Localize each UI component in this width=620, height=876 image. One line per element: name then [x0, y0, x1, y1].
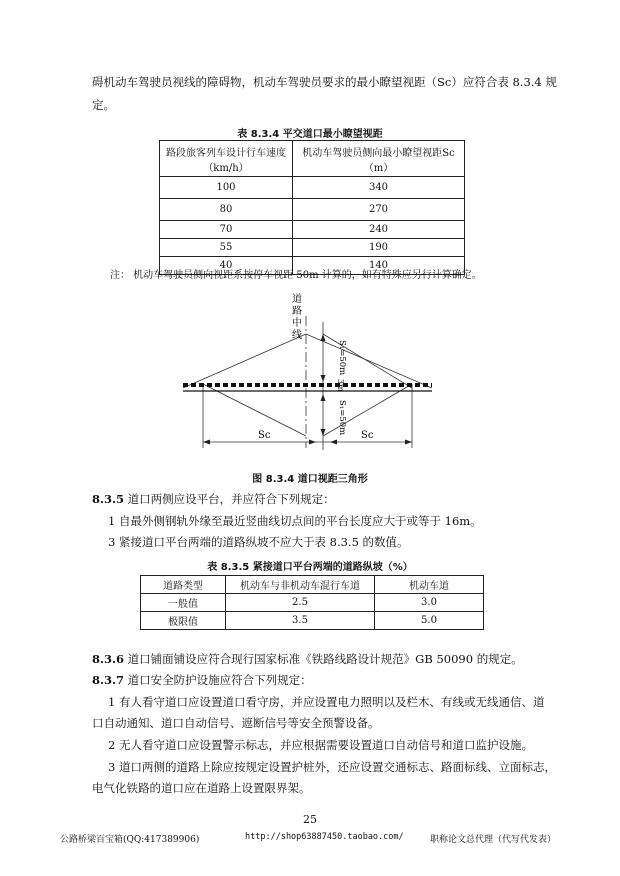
table-row	[141, 576, 484, 594]
s837-item-1-line-2: 口自动通知、道口自动信号、遮断信号等安全预警设备。	[92, 716, 380, 730]
table1-header-speed-line1: 路段旅客列车设计行车速度	[166, 147, 286, 159]
table2-cell: 2.5	[226, 594, 375, 612]
table-row	[160, 239, 465, 257]
arrow-down-icon	[321, 375, 326, 382]
table1-cell: 270	[293, 199, 465, 221]
figure-caption: 图 8.3.4 道口视距三角形	[252, 474, 368, 485]
arrow-left-icon	[330, 440, 337, 445]
centerline-char: 线	[292, 330, 302, 341]
table1-header-speed-line2: （km/h）	[203, 162, 249, 174]
table1-cell: 340	[293, 177, 465, 199]
footer-left: 公路桥梁百宝箱(QQ:417389906)	[60, 835, 200, 845]
arrow-right-icon	[309, 440, 316, 445]
table1-header-sc-line1: 机动车驾驶员侧向最小瞭望视距Sc	[302, 147, 455, 159]
table-row	[160, 177, 465, 199]
section-text: 道口两侧应设平台，并应符合下列规定：	[127, 492, 335, 506]
table2-header: 道路类型	[141, 576, 226, 594]
section-8-3-5	[92, 491, 335, 507]
sight-triangle-diagram	[0, 288, 620, 468]
table2-header: 机动车道	[375, 576, 484, 594]
sc-left-label: Sc	[258, 430, 271, 441]
table1-header-sc	[293, 141, 465, 177]
sight-line-upper-left	[183, 334, 306, 388]
centerline-char: 中	[292, 318, 302, 329]
table1-cell: 80	[160, 199, 293, 221]
sight-line-lower-right	[323, 384, 412, 436]
s835-item-1: 1 自最外侧钢轨外缘至最近竖曲线切点间的平台长度应大于或等于 16m。	[108, 514, 482, 528]
table1-note: 注： 机动车驾驶员侧向视距系按停车视距 50m 计算的，如有特殊应另行计算确定。	[110, 270, 482, 281]
arrow-left-icon	[203, 440, 210, 445]
table2-cell: 3.0	[375, 594, 484, 612]
arrow-up-icon	[321, 394, 326, 401]
table2-caption: 表 8.3.5 紧接道口平台两端的道路纵坡（%）	[207, 562, 413, 573]
table-row	[160, 221, 465, 239]
s837-item-2: 2 无人看守道口应设置警示标志，并应根据需要设置道口自动信号和道口监护设施。	[108, 738, 533, 752]
section-8-3-6	[92, 651, 523, 667]
footer-link[interactable]: http://shop63887450.taobao.com/	[245, 832, 404, 842]
centerline-char: 路	[292, 306, 302, 317]
sight-line-upper-right	[306, 334, 432, 388]
centerline-label	[292, 292, 305, 341]
intro-line-2: 定。	[92, 98, 115, 112]
table1-cell: 100	[160, 177, 293, 199]
table-row	[160, 199, 465, 221]
table-row	[141, 594, 484, 612]
section-number: 8.3.6	[92, 652, 125, 666]
table2-cell: 3.5	[226, 612, 375, 630]
s837-item-3-line-1: 3 道口两侧的道路上除应按规定设置护桩外，还应设置交通标志、路面标线、立面标志，	[108, 760, 556, 774]
table1-cell: 240	[293, 221, 465, 239]
table1-cell: 140	[293, 257, 465, 275]
table1-caption: 表 8.3.4 平交道口最小瞭望视距	[237, 129, 383, 140]
table1	[159, 140, 465, 275]
table1-cell: 70	[160, 221, 293, 239]
sight-line-lower-left	[203, 384, 306, 436]
section-text: 道口安全防护设施应符合下列规定：	[127, 673, 312, 687]
table2	[140, 575, 484, 630]
page-number: 25	[303, 813, 317, 826]
s1-upper-label: S₁=50m	[337, 340, 347, 376]
s1-lower-label: S₁=50m	[337, 400, 347, 436]
table1-cell: 40	[160, 257, 293, 275]
s837-item-3-line-2: 电气化铁路的道口应在道路上设置限界架。	[92, 781, 311, 795]
centerline-char: 道	[292, 294, 302, 305]
table-row	[141, 612, 484, 630]
section-number: 8.3.7	[92, 673, 125, 687]
section-text: 道口铺面铺设应符合现行国家标准《铁路线路设计规范》GB 50090 的规定。	[127, 652, 523, 666]
footer-right: 职称论文总代理（代写代发表）	[430, 835, 557, 845]
table2-cell: 一般值	[141, 594, 226, 612]
section-number: 8.3.5	[92, 492, 125, 506]
table1-cell: 55	[160, 239, 293, 257]
table1-header-sc-line2: （m）	[363, 162, 394, 174]
sc-right-label: Sc	[361, 430, 374, 441]
table2-cell: 极限值	[141, 612, 226, 630]
table1-cell: 190	[293, 239, 465, 257]
s835-item-3: 3 紧接道口平台两端的道路纵坡不应大于表 8.3.5 的数值。	[108, 535, 409, 549]
intro-line-1: 碍机动车驾驶员视线的障碍物，机动车驾驶员要求的最小瞭望视距（Sc）应符合表 8.3.4 规	[92, 75, 557, 89]
arrow-right-icon	[405, 440, 412, 445]
table2-cell: 5.0	[375, 612, 484, 630]
table1-header-speed	[160, 141, 293, 177]
table2-header: 机动车与非机动车混行车道	[226, 576, 375, 594]
section-8-3-7	[92, 672, 312, 688]
gap-label: 3m	[336, 379, 345, 392]
s837-item-1-line-1: 1 有人看守道口应设置道口看守房，并应设置电力照明以及栏木、有线或无线通信、道	[108, 695, 545, 709]
